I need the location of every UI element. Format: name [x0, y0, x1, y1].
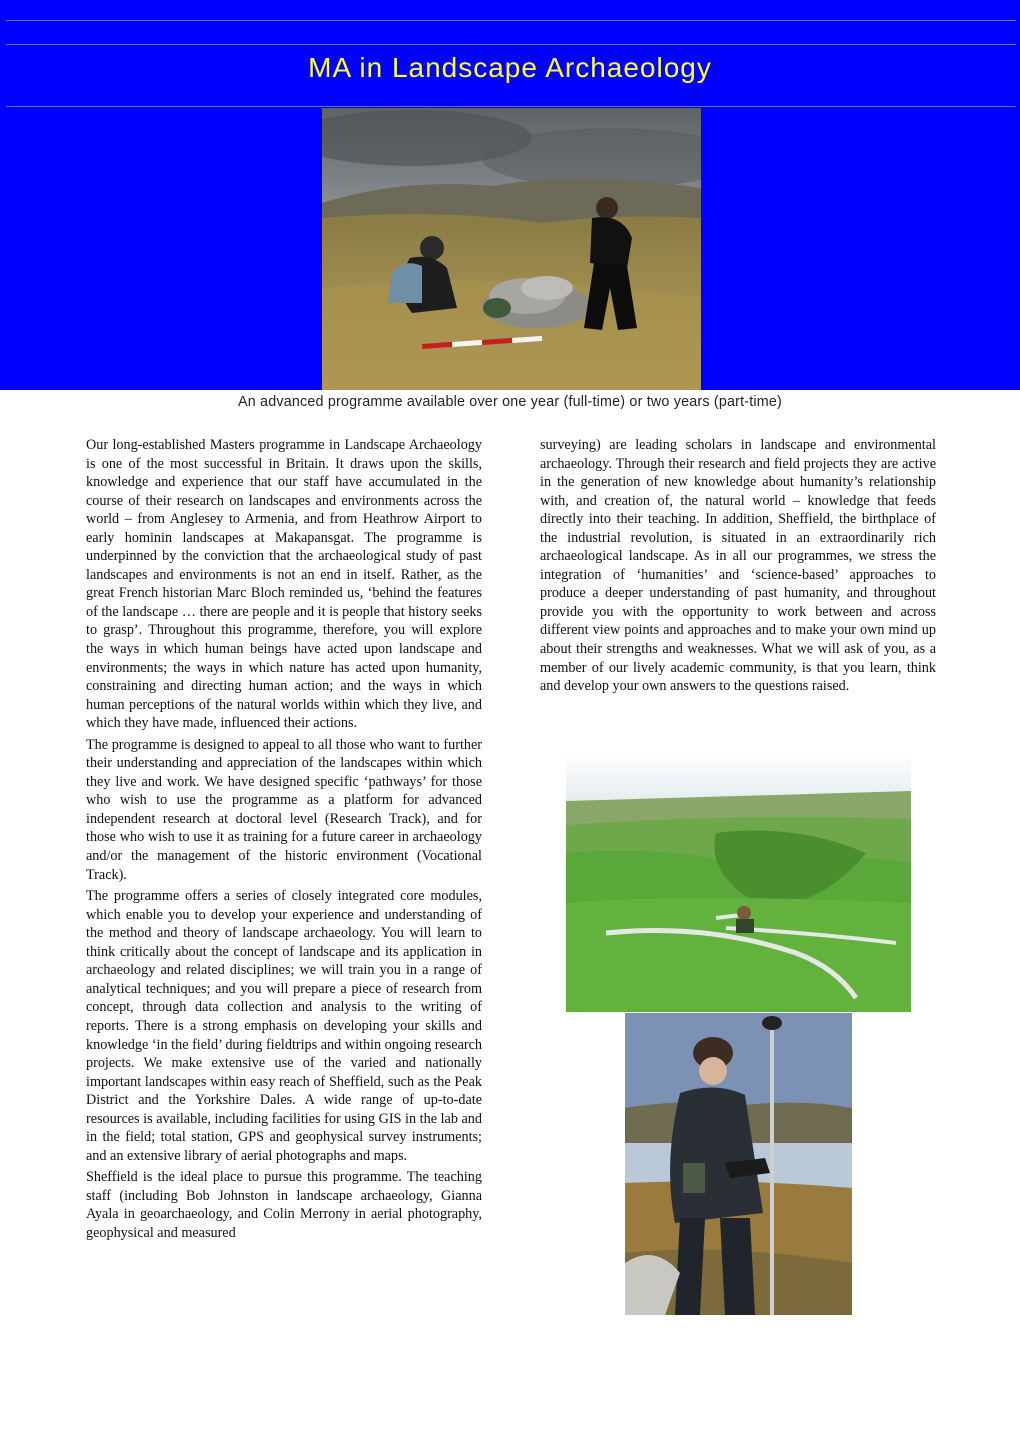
- green-valley-photo: [566, 753, 911, 1012]
- banner-rule-lower: [6, 106, 1016, 107]
- gps-survey-photo: [625, 1013, 852, 1315]
- modules-paragraph: The programme offers a series of closely integrated core modules, which enable you to develop your experience and understanding of the method and theory of landscape archaeology. You will learn to think critically about the concept of landscape and its application in archaeology and related disciplines; we will train you in a range of analytical techniques; and you will prepare a piece of research from concept, through data collection and analysis to the writing of reports. There is a strong emphasis on developing your skills and knowledge ‘in the field’ during fieldtrips and within ongoing research projects. We make extensive use of the varied and nationally important landscapes within easy reach of Sheffield, such as the Peak District and the Yorkshire Dales. A wide range of up-to-date resources is available, including facilities for using GIS in the lab and in the field; total station, GPS and geophysical survey instruments; and an extensive library of aerial photographs and maps.: [86, 888, 482, 1164]
- audience-paragraph: The programme is designed to appeal to all those who want to further their understanding and appreciation of the landscapes within which they live and work. We have designed specific ‘pathways’ for those who wish to use the programme as a platform for advanced independent research at doctoral level (Research Track), and for those who wish to use it as training for a future career in archaeology and/or the management of the historic environment (Vocational Track).: [86, 736, 482, 883]
- banner-rule-upper: [6, 44, 1016, 45]
- subtitle: An advanced programme available over one year (full-time) or two years (part-time): [237, 394, 782, 410]
- staff-paragraph: surveying) are leading scholars in landscape and environmental archaeology. Through their research and field projects they are active in the generation of new knowledge about humanity’s relationship with, and creation of, the natural world – knowledge that feeds directly into their teaching. In addition, Sheffield, the birthplace of the industrial revolution, is situated in an extraordinarily rich archaeological landscape. As in all our programmes, we stress the integration of ‘humanities’ and ‘science-based’ approaches to produce a deeper understanding of past humanity, and throughout provide you with the opportunity to work between and across different view points and approaches and to make your own mind up about their strengths and weaknesses. What we will ask of you, as a member of our lively academic community, is that you learn, think and develop your own answers to the questions raised.: [540, 437, 936, 695]
- left-column: [86, 436, 482, 1246]
- banner-rule-top: [6, 20, 1016, 21]
- intro-paragraph: Our long-established Masters programme in Landscape Archaeology is one of the most successful in Britain. It draws upon the skills, knowledge and experience that our staff have accumulated in the course of their research on landscapes and environments across the world – from Anglesey to Armenia, and from Heathrow Airport to early hominin landscapes at Makapansgat. The programme is underpinned by the conviction that the archaeological study of past landscapes and environments is not an end in itself. Rather, as the great French historian Marc Bloch reminded us, ‘behind the features of the landscape … there are people and it is people that history seeks to grasp’. Throughout this programme, therefore, you will explore the ways in which human beings have acted upon landscape and environments; the ways in which nature has acted upon humanity, constraining and directing human action; and the ways in which human perceptions of the natural worlds within which they live, and which they have made, influenced their actions.: [86, 437, 482, 732]
- right-column: [540, 436, 936, 699]
- page-title: MA in Landscape Archaeology: [308, 52, 712, 83]
- moorland-cairn-photo: [322, 108, 701, 390]
- sheffield-paragraph: Sheffield is the ideal place to pursue this programme. The teaching staff (including Bob Johnston in landscape archaeology, Gianna Ayala in geoarchaeology, and Colin Merrony in aerial photography, geophysical and measured: [86, 1169, 482, 1241]
